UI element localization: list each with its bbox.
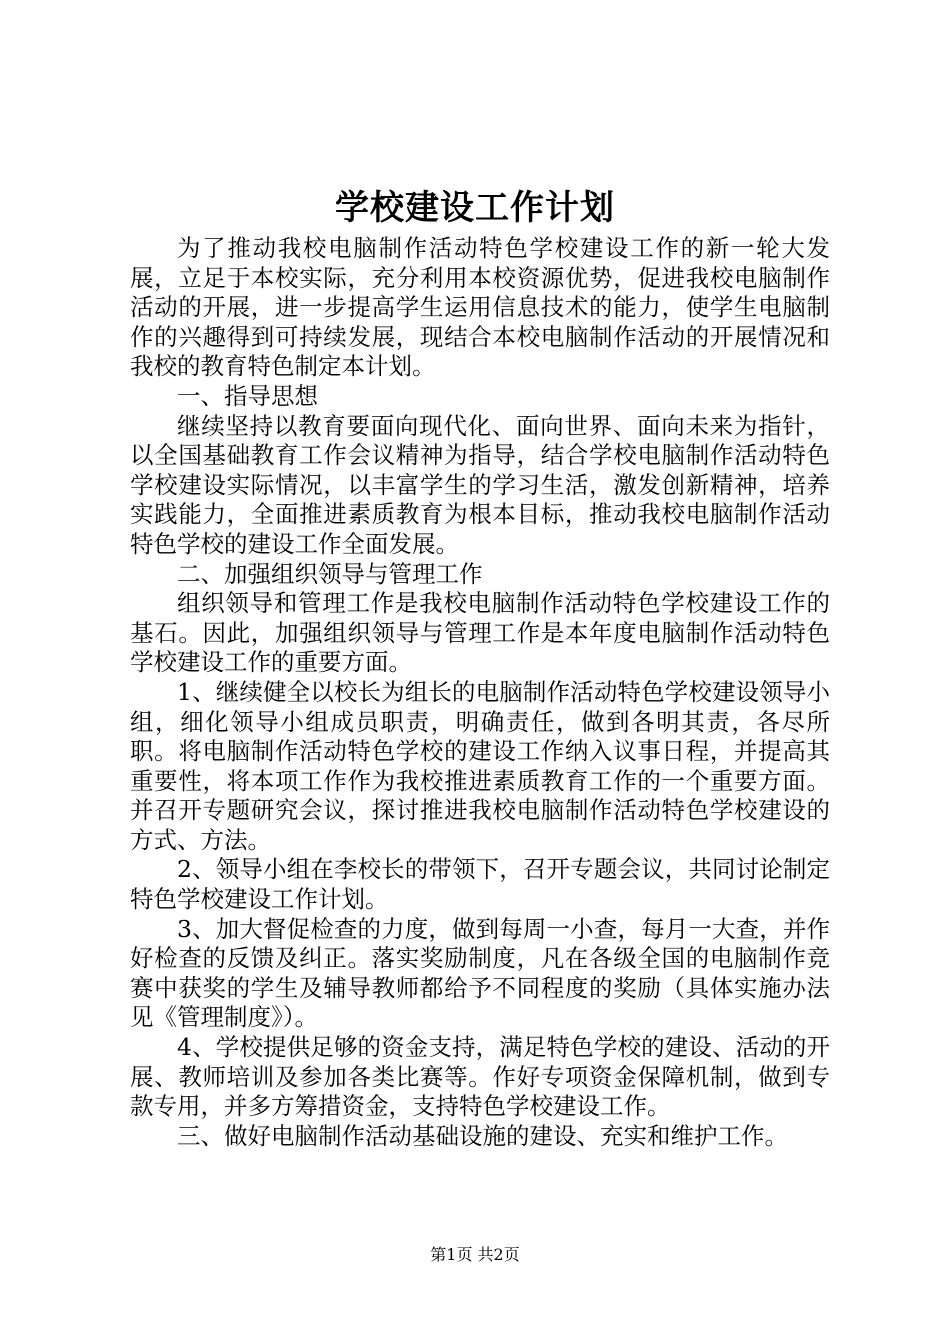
item-2-paragraph: 2、领导小组在李校长的带领下，召开专题会议，共同讨论制定特色学校建设工作计划。 (130, 855, 830, 914)
section-heading-organization: 二、加强组织领导与管理工作 (177, 559, 483, 588)
item-3-paragraph: 3、加大督促检查的力度，做到每周一小查，每月一大查，并作好检查的反馈及纠正。落实奖励制度，凡在各级全国的电脑制作竞赛中获奖的学生及辅导教师都给予不同程度的奖励（具体实施办法见《管理制度》）。 (130, 914, 830, 1032)
page-number-footer: 第1页 共2页 (430, 1245, 520, 1264)
intro-paragraph: 为了推动我校电脑制作活动特色学校建设工作的新一轮大发展，立足于本校实际，充分利用本校资源优势，促进我校电脑制作活动的开展，进一步提高学生运用信息技术的能力，使学生电脑制作的兴趣得到可持续发展，现结合本校电脑制作活动的开展情况和我校的教育特色制定本计划。 (130, 234, 830, 381)
item-1-paragraph: 1、继续健全以校长为组长的电脑制作活动特色学校建设领导小组，细化领导小组成员职责，明确责任，做到各明其责，各尽所职。将电脑制作活动特色学校的建设工作纳入议事日程，并提高其重要性，将本项工作作为我校推进素质教育工作的一个重要方面。并召开专题研究会议，探讨推进我校电脑制作活动特色学校建设的方式、方法。 (130, 677, 830, 854)
document-title: 学校建设工作计划 (335, 188, 615, 228)
item-4-paragraph: 4、学校提供足够的资金支持，满足特色学校的建设、活动的开展、教师培训及参加各类比赛等。作好专项资金保障机制，做到专款专用，并多方筹措资金，支持特色学校建设工作。 (130, 1033, 830, 1121)
section-heading-guiding-ideology: 一、指导思想 (177, 381, 318, 410)
guiding-ideology-paragraph: 继续坚持以教育要面向现代化、面向世界、面向未来为指针，以全国基础教育工作会议精神为指导，结合学校电脑制作活动特色学校建设实际情况，以丰富学生的学习生活，激发创新精神，培养实践能力，全面推进素质教育为根本目标，推动我校电脑制作活动特色学校的建设工作全面发展。 (130, 411, 830, 558)
document-body (130, 234, 830, 1151)
section-heading-infrastructure: 三、做好电脑制作活动基础设施的建设、充实和维护工作。 (177, 1121, 788, 1150)
organization-paragraph: 组织领导和管理工作是我校电脑制作活动特色学校建设工作的基石。因此，加强组织领导与管理工作是本年度电脑制作活动特色学校建设工作的重要方面。 (130, 589, 830, 677)
